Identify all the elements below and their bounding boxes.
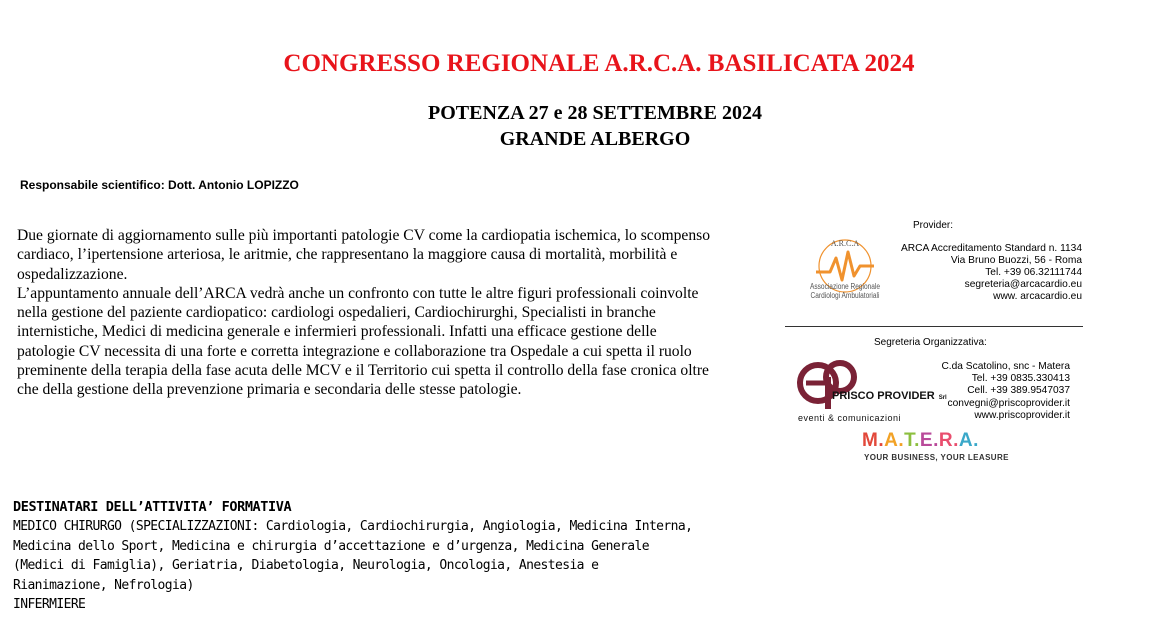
description-paragraph: Due giornate di aggiornamento sulle più importanti patologie CV come la cardiopatia ischemica, lo scompenso cardiaco, l’ipertensione arteriosa, le aritmie, che rappresentano la maggiore causa di mortalità, morbilità e ospedalizzazione. [17, 227, 711, 283]
matera-letter: A [958, 430, 974, 451]
event-venue: GRANDE ALBERGO [499, 128, 691, 150]
provider-accreditation: ARCA Accreditamento Standard n. 1134 [900, 243, 1082, 254]
segreteria-address: C.da Scatolino, snc - Matera [941, 361, 1070, 372]
destinatari-medico: MEDICO CHIRURGO (SPECIALIZZAZIONI: Cardiologia, Cardiochirurgia, Angiologia, Medicina Interna, Medicina dello Sport, Medicina e chirurgia d’accettazione e d’urgenza, Medicina Generale (Medici di Famiglia), Geriatria, Diabetologia, Neurologia, Oncologia, Anestesia e Rianimazione, Nefrologia) [13, 519, 693, 593]
arca-logo-text: A.R.C.A [830, 239, 860, 248]
segreteria-label: Segreteria Organizzativa: [874, 337, 987, 348]
arca-caption-line: Cardiologi Ambulatoriali [810, 291, 880, 300]
destinatari-infermiere: INFERMIERE [13, 597, 86, 612]
matera-letter: E [919, 430, 934, 451]
matera-letter: . [878, 430, 885, 451]
matera-letter: A [884, 430, 899, 451]
page-title: CONGRESSO REGIONALE A.R.C.A. BASILICATA 2024 [283, 50, 915, 77]
company-name: PRISCO PROVIDER [832, 390, 935, 402]
matera-letter: . [973, 430, 979, 451]
arca-logo-caption [802, 282, 889, 300]
arca-logo-heartbeat [816, 252, 874, 280]
provider-address: Via Bruno Buozzi, 56 - Roma [950, 255, 1082, 266]
matera-letter: . [953, 430, 959, 451]
matera-letter: . [933, 430, 939, 451]
company-suffix: Srl [938, 395, 947, 401]
provider-website: www. arcacardio.eu [993, 291, 1082, 302]
matera-logo [862, 430, 979, 452]
prisco-tagline: eventi & comunicazioni [798, 413, 902, 423]
description-paragraph: L’appuntamento annuale dell’ARCA vedrà anche un confronto con tutte le altre figuri professionali coinvolte nella gestione del paziente cardiopatico: cardiologi ospedalieri, Cardiochirurghi, Specialisti in branche internistiche, Medici di medicina generale e infermieri professionali. Infatti una efficace gestione delle patologie CV necessita di una forte e corretta integrazione e collaborazione tra Ospedale a cui spetta il ruolo preminente della terapia della fase acuta delle MCV e il Territorio cui spetta il controllo della fase cronica oltre che della gestione della prevenzione primaria e secondaria delle stesse patologie. [17, 284, 709, 399]
destinatari-list [13, 517, 693, 615]
matera-letter: . [914, 430, 920, 451]
segreteria-email: convegni@priscoprovider.it [947, 397, 1070, 409]
matera-tagline: YOUR BUSINESS, YOUR LEASURE [864, 453, 1009, 462]
scientific-lead: Responsabile scientifico: Dott. Antonio LOPIZZO [20, 178, 299, 192]
provider-contacts [880, 243, 1082, 303]
matera-letter: . [898, 430, 905, 451]
matera-letter: M [862, 430, 879, 451]
matera-letter: R [938, 430, 954, 451]
divider [785, 326, 1083, 327]
event-location [0, 100, 1170, 152]
provider-phone: Tel. +39 06.32111744 [985, 267, 1082, 278]
matera-letter: T [904, 430, 915, 451]
provider-email: segreteria@arcacardio.eu [964, 279, 1082, 290]
event-description [17, 226, 717, 400]
arca-caption-line: Associazione Regionale [809, 282, 881, 291]
destinatari-heading: DESTINATARI DELL’ATTIVITA’ FORMATIVA [13, 499, 292, 515]
provider-label: Provider: [913, 220, 954, 231]
segreteria-website: www.priscoprovider.it [974, 409, 1070, 421]
prisco-provider-logo [796, 355, 860, 413]
segreteria-phone: Tel. +39 0835.330413 [971, 373, 1070, 385]
event-dates: POTENZA 27 e 28 SETTEMBRE 2024 [428, 102, 762, 124]
segreteria-contacts [880, 361, 1070, 422]
segreteria-mobile: Cell. +39 389.9547037 [967, 385, 1070, 397]
